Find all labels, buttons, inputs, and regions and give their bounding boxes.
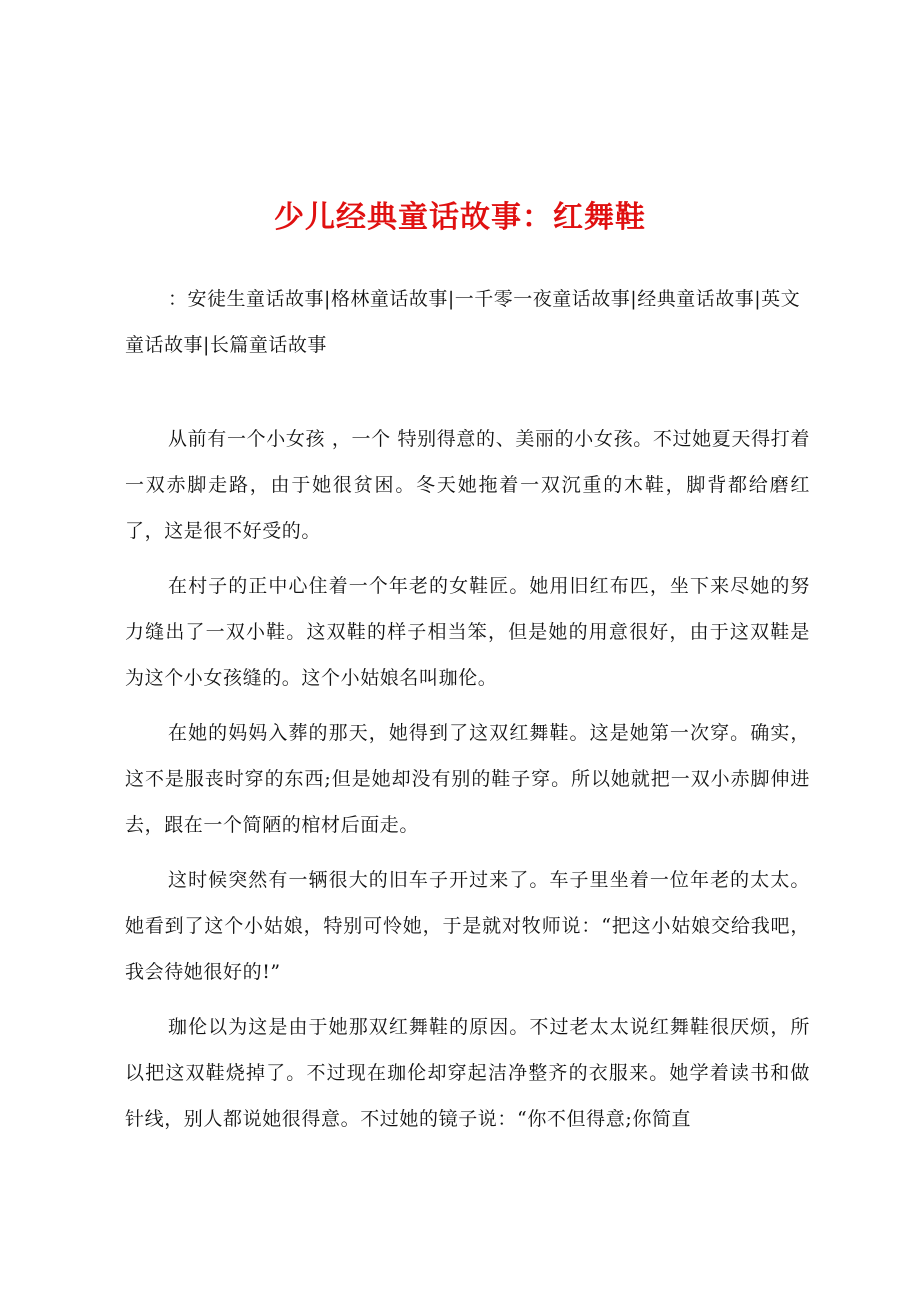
category-tags: ：安徒生童话故事|格林童话故事|一千零一夜童话故事|经典童话故事|英文童话故事|长篇童话故事 xyxy=(125,288,801,356)
document-title: 少儿经典童话故事：红舞鞋 xyxy=(274,200,646,235)
paragraph: 在村子的正中心住着一个年老的女鞋匠。她用旧红布匹，坐下来尽她的努力缝出了一双小鞋。这双鞋的样子相当笨，但是她的用意很好，由于这双鞋是为这个小女孩缝的。这个小姑娘名叫珈伦。 xyxy=(125,575,810,689)
paragraph: 从前有一个小女孩 ，一个 特别得意的、美丽的小女孩。不过她夏天得打着一双赤脚走路，由于她很贫困。冬天她拖着一双沉重的木鞋，脚背都给磨红了，这是很不好受的。 xyxy=(125,428,810,542)
story-body xyxy=(125,416,810,1151)
paragraph: 这时候突然有一辆很大的旧车子开过来了。车子里坐着一位年老的太太。她看到了这个小姑娘，特别可怜她，于是就对牧师说：“把这小姑娘交给我吧，我会待她很好的!” xyxy=(125,869,810,983)
paragraph: 在她的妈妈入葬的那天，她得到了这双红舞鞋。这是她第一次穿。确实，这不是服丧时穿的东西;但是她却没有别的鞋子穿。所以她就把一双小赤脚伸进去，跟在一个简陋的棺材后面走。 xyxy=(125,722,810,836)
paragraph: 珈伦以为这是由于她那双红舞鞋的原因。不过老太太说红舞鞋很厌烦，所以把这双鞋烧掉了。不过现在珈伦却穿起洁净整齐的衣服来。她学着读书和做针线，别人都说她很得意。不过她的镜子说：“你不但得意;你简直 xyxy=(125,1016,810,1130)
